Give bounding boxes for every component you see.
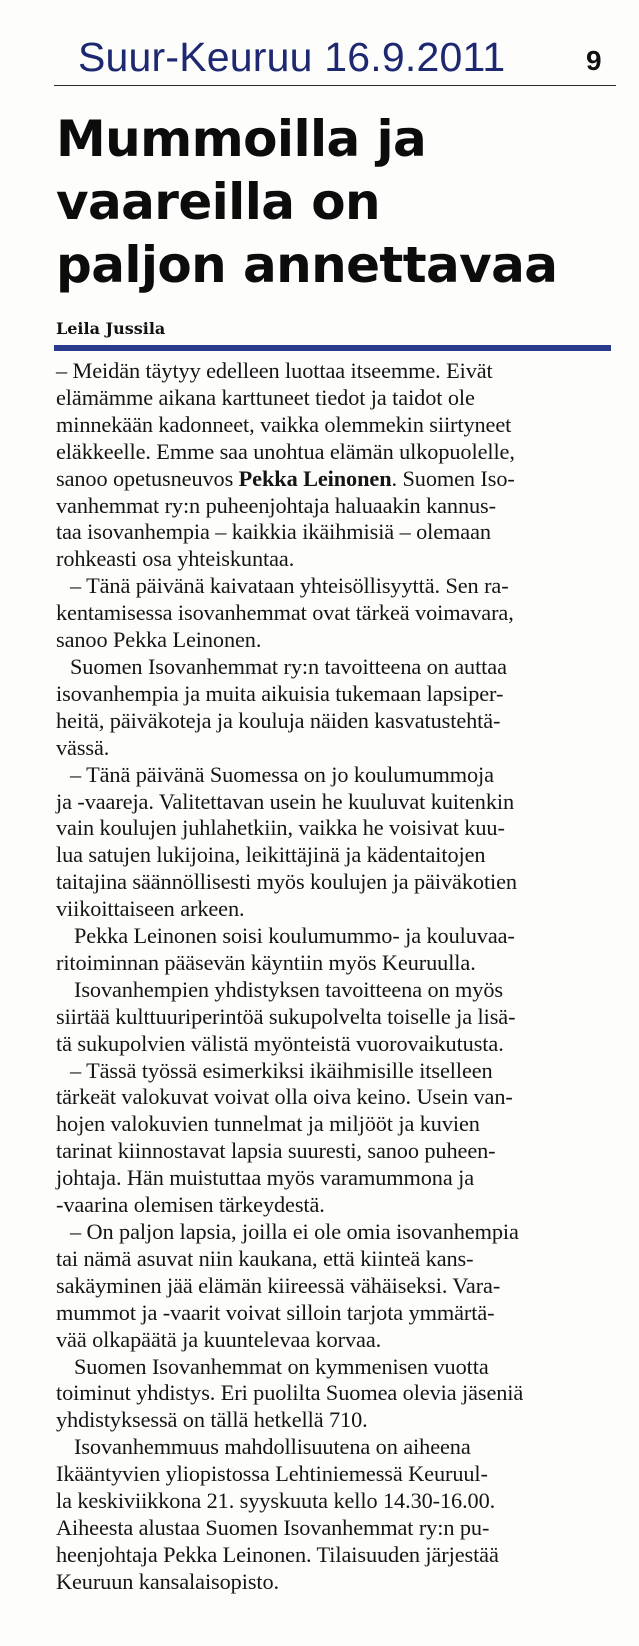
paragraph [56,762,618,923]
headline [56,108,636,297]
article-body [56,358,618,1596]
text-line: minnekään kadonneet, vaikka olemmekin siirtyneet [56,411,512,437]
text-line: isovanhempia ja muita aikuisia tukemaan lapsiper- [56,680,504,706]
text-line: la keskiviikkona 21. syyskuuta kello 14.30-16.00. [56,1488,496,1514]
text-line: toiminut yhdistys. Eri puolilta Suomea olevia jäseniä [56,1380,524,1406]
text-line: – On paljon lapsia, joilla ei ole omia isovanhempia [70,1219,519,1244]
text-line: vää olkapäätä ja kuuntelevaa korvaa. [56,1326,382,1352]
text-line: vain koulujen juhlahetkiin, vaikka he voisivat kuu- [56,815,505,841]
text-line: ja -vaareja. Valitettavan usein he kuuluvat kuitenkin [56,788,515,814]
text-line: -vaarina olemisen tärkeydestä. [56,1192,325,1218]
paragraph [56,977,618,1058]
text-line: heitä, päiväkoteja ja kouluja näiden kasvatustehtä- [56,707,501,733]
text-line: tärkeät valokuvat voivat olla oiva keino. Usein van- [56,1084,513,1110]
text-line: – Tänä päivänä Suomessa on jo koulumummoja [70,761,494,787]
text-line: mummot ja -vaarit voivat silloin tarjota ymmärtä- [56,1299,495,1325]
headline-line: paljon annettavaa [56,236,558,294]
text-line: siirtää kulttuuriperintöä sukupolvelta toiselle ja lisä- [56,1003,516,1029]
text-line: vanhemmat ry:n puheenjohtaja haluaakin kannus- [56,492,496,518]
text-line: ritoiminnan pääsevän käyntiin myös Keuruulla. [56,949,476,975]
text-line: sakäyminen jää elämän kiireessä vähäiseksi. Vara- [56,1272,501,1298]
text-line: yhdistyksessä on tällä hetkellä 710. [56,1407,368,1433]
paragraph [56,1354,618,1435]
text-line: taitajina säännöllisesti myös koulujen ja päiväkotien [56,869,517,895]
paragraph [56,923,618,977]
paragraph [56,573,618,654]
byline: Leila Jussila [56,319,166,338]
person-name: Pekka Leinonen [238,465,392,491]
masthead [0,0,639,90]
masthead-divider [54,85,616,86]
text-line: Pekka Leinonen soisi koulumummo- ja kouluvaa- [74,923,515,949]
page-number: 9 [586,45,602,76]
paragraph [56,654,618,762]
paragraph [56,358,618,573]
text-line: tai nämä asuvat niin kaukana, että kiinteä kans- [56,1245,474,1271]
text-line: Ikääntyvien yliopistossa Lehtiniemessä Keuruul- [56,1461,488,1487]
text-line: heenjohtaja Pekka Leinonen. Tilaisuuden järjestää [56,1541,499,1567]
text-line: Isovanhemmuus mahdollisuutena on aiheena [74,1434,471,1460]
headline-line: Mummoilla ja [56,110,427,168]
text-line [56,466,618,493]
text-line: tä sukupolvien välistä myönteistä vuorovaikutusta. [56,1030,504,1056]
text-line: elämämme aikana karttuneet tiedot ja taidot ole [56,384,475,410]
text-line: lua satujen lukijoina, leikittäjinä ja kädentaitojen [56,842,486,868]
paragraph [56,1434,618,1595]
text-line: eläkkeelle. Emme saa unohtua elämän ulkopuolelle, [56,438,515,464]
text-line: taa isovanhempia – kaikkia ikäihmisiä – olemaan [56,519,491,545]
text-line: Suomen Isovanhemmat ry:n tavoitteena on auttaa [70,653,507,679]
text-line: tarinat kiinnostavat lapsia suuresti, sanoo puheen- [56,1138,496,1164]
paragraph [56,1219,618,1354]
masthead-title: Suur-Keuruu 16.9.2011 [78,34,506,80]
text-line: – Tässä työssä esimerkiksi ikäihmisille itselleen [70,1057,493,1083]
text-line: Isovanhempien yhdistyksen tavoitteena on myös [74,976,503,1002]
text-line: rohkeasti osa yhteiskuntaa. [56,546,295,572]
text-line: viikoittaiseen arkeen. [56,896,245,922]
text-line: Keuruun kansalaisopisto. [56,1568,280,1594]
text-fragment: . Suomen Iso- [391,465,515,491]
paragraph [56,1058,618,1219]
headline-line: vaareilla on [56,173,380,231]
text-line: sanoo Pekka Leinonen. [56,627,262,653]
text-line: kentamisessa isovanhemmat ovat tärkeä voimavara, [56,600,514,626]
text-fragment: sanoo opetusneuvos [56,465,239,491]
text-line: – Tänä päivänä kaivataan yhteisöllisyyttä. Sen ra- [70,573,509,599]
byline-divider [54,345,611,351]
text-line: Aiheesta alustaa Suomen Isovanhemmat ry:n pu- [56,1514,490,1540]
text-line: hojen valokuvien tunnelmat ja miljööt ja kuvien [56,1111,480,1137]
text-line: Suomen Isovanhemmat on kymmenisen vuotta [74,1353,489,1379]
text-line: – Meidän täytyy edelleen luottaa itseemme. Eivät [56,358,493,383]
text-line: vässä. [56,734,110,760]
text-line: johtaja. Hän muistuttaa myös varamummona ja [56,1165,475,1191]
